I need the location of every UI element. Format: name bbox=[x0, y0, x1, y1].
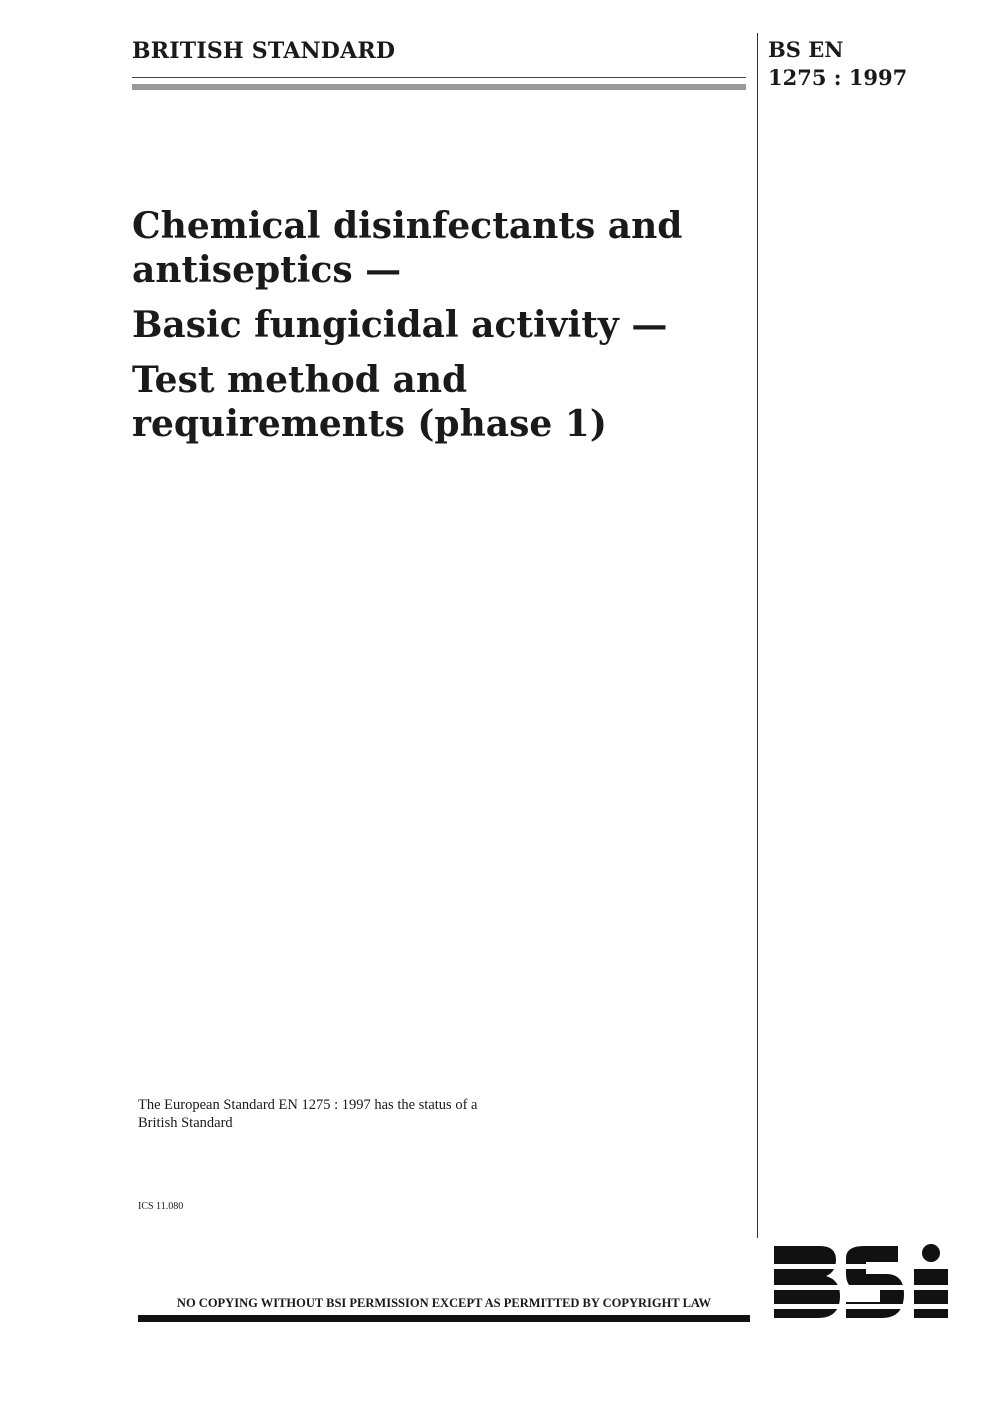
copyright-notice: NO COPYING WITHOUT BSI PERMISSION EXCEPT AS PERMITTED BY COPYRIGHT LAW bbox=[176, 1296, 712, 1310]
vertical-divider bbox=[757, 33, 758, 1238]
ics-code: ICS 11.080 bbox=[138, 1201, 184, 1212]
standard-number bbox=[768, 36, 907, 92]
standard-number-line1: BS EN bbox=[768, 37, 844, 62]
document-title bbox=[132, 204, 752, 457]
header-label: BRITISH STANDARD bbox=[132, 38, 396, 64]
status-note-line2: British Standard bbox=[138, 1115, 233, 1131]
status-note-line1: The European Standard EN 1275 : 1997 has the status of a bbox=[138, 1097, 478, 1113]
title-part-1: Chemical disinfectants and antiseptics — bbox=[132, 205, 683, 291]
title-part-2: Basic fungicidal activity — bbox=[132, 304, 668, 346]
title-part-3: Test method and requirements (phase 1) bbox=[132, 359, 607, 445]
status-note bbox=[138, 1096, 477, 1132]
standard-number-line2: 1275 : 1997 bbox=[768, 65, 908, 90]
bsi-logo-icon bbox=[774, 1244, 948, 1322]
header-rule-thick bbox=[132, 84, 746, 90]
footer-bar bbox=[138, 1315, 750, 1322]
header-rule-thin bbox=[132, 77, 746, 78]
